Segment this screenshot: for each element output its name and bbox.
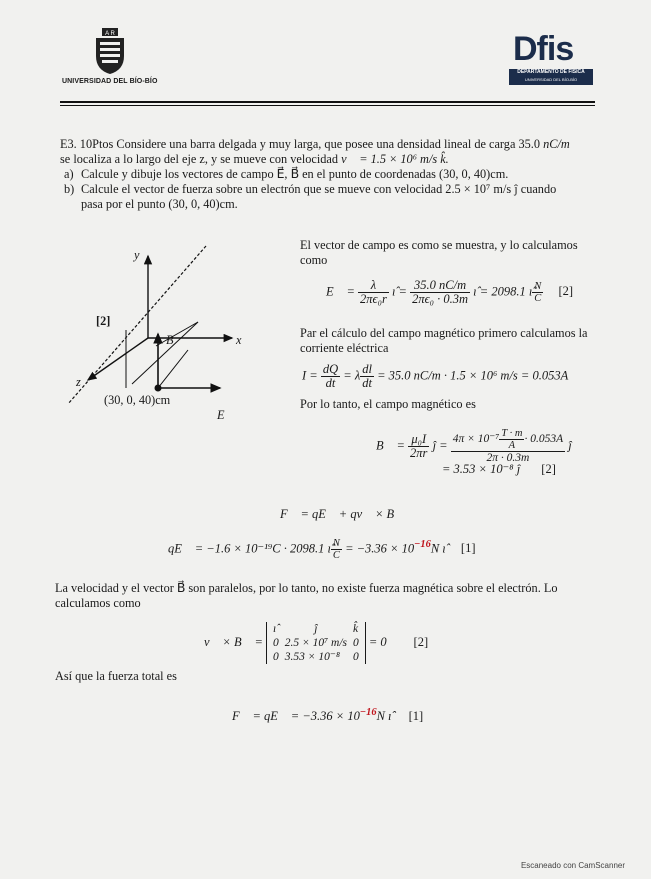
- cross-product-equation: v⃗ × B⃗ = ı̂ ĵ k̂ 0 2.5 × 10⁷ m/s 0 0 3.53 × 10⁻⁸ 0 = 0⃗ [2]: [204, 623, 429, 663]
- dfis-logo: Dfis: [513, 30, 574, 68]
- b-vector-label: B⃗: [166, 333, 184, 347]
- university-name: UNIVERSIDAD DEL BÍO-BÍO: [62, 78, 158, 85]
- parallel-line-1: La velocidad y el vector B⃗ son paralelos, por lo tanto, no existe fuerza magnética sobre el electrón. Lo: [55, 581, 558, 595]
- part-a: a) Calcule y dibuje los vectores de campo E⃗, B⃗ en el punto de coordenadas (30, 0, 40)cm.: [64, 167, 509, 181]
- header-rule-thin: [60, 105, 595, 106]
- point-coordinates: (30, 0, 40)cm: [104, 393, 171, 407]
- svg-text:A R: A R: [105, 31, 115, 37]
- dept-banner: [509, 69, 593, 85]
- university-crest-icon: [92, 26, 128, 76]
- diagram-points: [2]: [96, 314, 111, 328]
- qe-equation: qE⃗ = −1.6 × 10⁻¹⁹C · 2098.1 ı̂ $\frac{N}{C}$ = $-3.36 \times 10^{-16}N$ ı̂ [1]: [168, 538, 476, 561]
- scanner-watermark: Escaneado con CamScanner: [520, 861, 625, 870]
- part-b: b) Calcule el vector de fuerza sobre un electrón que se mueve con velocidad 2.5 × 10⁷ m/s ĵ cuando: [64, 182, 557, 196]
- correction-exponent: −16: [414, 539, 431, 551]
- b-field-result: = 3.53 × 10⁻⁸ ĵ [2]: [442, 462, 556, 476]
- z-axis-label: z: [76, 375, 81, 389]
- correction-exponent-2: −16: [359, 707, 377, 718]
- parallel-line-2: calculamos como: [55, 596, 141, 610]
- b-field-points: [2]: [541, 462, 556, 476]
- qe-points: [1]: [460, 541, 476, 556]
- problem-line-2: se localiza a lo largo del eje z, y se mueve con velocidad v⃗ = 1.5 × 10⁶ m/s k̂.: [60, 152, 449, 166]
- total-force-line: Así que la fuerza total es: [55, 669, 177, 683]
- e-vector-label: E⃗: [217, 408, 235, 422]
- e-field-equation: E⃗ = $\frac{\lambda}{\text{2πϵ₀r}}$ ı̂ = $\frac{35.0 nC/m}{\text{2πϵ₀ · 0.3m}}$ ı̂ = 2098.1 ı̂ $\frac{N}{C}$ [2]: [326, 278, 574, 306]
- intro-line-1: El vector de campo es como se muestra, y lo calculamos: [300, 238, 578, 252]
- determinant-matrix: ı̂ ĵ k̂ 0 2.5 × 10⁷ m/s 0 0 3.53 × 10⁻⁸ 0: [266, 622, 366, 664]
- magnetic-intro-1: Par el cálculo del campo magnético primero calculamos la: [300, 326, 588, 340]
- magnetic-intro-2: corriente eléctrica: [300, 341, 389, 355]
- problem-line-1: E3. 10Ptos Considere una barra delgada y muy larga, que posee una densidad lineal de carga 35.0 nC/m: [60, 137, 570, 151]
- y-axis-label: y: [134, 248, 140, 262]
- total-force-equation: F⃗ = qE⃗ = $-3.36 \times 10^{-16}N$ ı̂ [1]: [232, 707, 424, 724]
- x-axis-label: x: [236, 333, 242, 347]
- dept-subtitle: UNIVERSIDAD DEL BÍO-BÍO: [524, 77, 578, 82]
- force-definition: F⃗ = qE⃗ + qv⃗ × B⃗: [280, 507, 404, 521]
- therefore-line: Por lo tanto, el campo magnético es: [300, 397, 476, 411]
- cross-points: [2]: [413, 634, 429, 649]
- total-force-points: [1]: [408, 709, 424, 724]
- current-equation: I = $\frac{dQ}{dt}$ = λ $\frac{dl}{dt}$ = 35.0 nC/m · 1.5 × 10⁶ m/s = 0.053A: [302, 362, 569, 390]
- b-field-equation: B⃗ = $\frac{\text{μ₀I}}{2\pi r}$ ĵ = 4π × 10⁻⁷ $\frac{T \cdot m}{A}$ · 0.053A 2π · 0.3m ĵ: [376, 428, 572, 464]
- part-b-cont: pasa por el punto (30, 0, 40)cm.: [81, 197, 238, 211]
- header-rule: [60, 101, 595, 103]
- e-field-points: [2]: [558, 284, 574, 299]
- field-point: [155, 385, 162, 392]
- intro-line-2: como: [300, 253, 328, 267]
- dept-name: DEPARTAMENTO DE FÍSICA: [517, 69, 585, 75]
- z-axis: [88, 338, 148, 380]
